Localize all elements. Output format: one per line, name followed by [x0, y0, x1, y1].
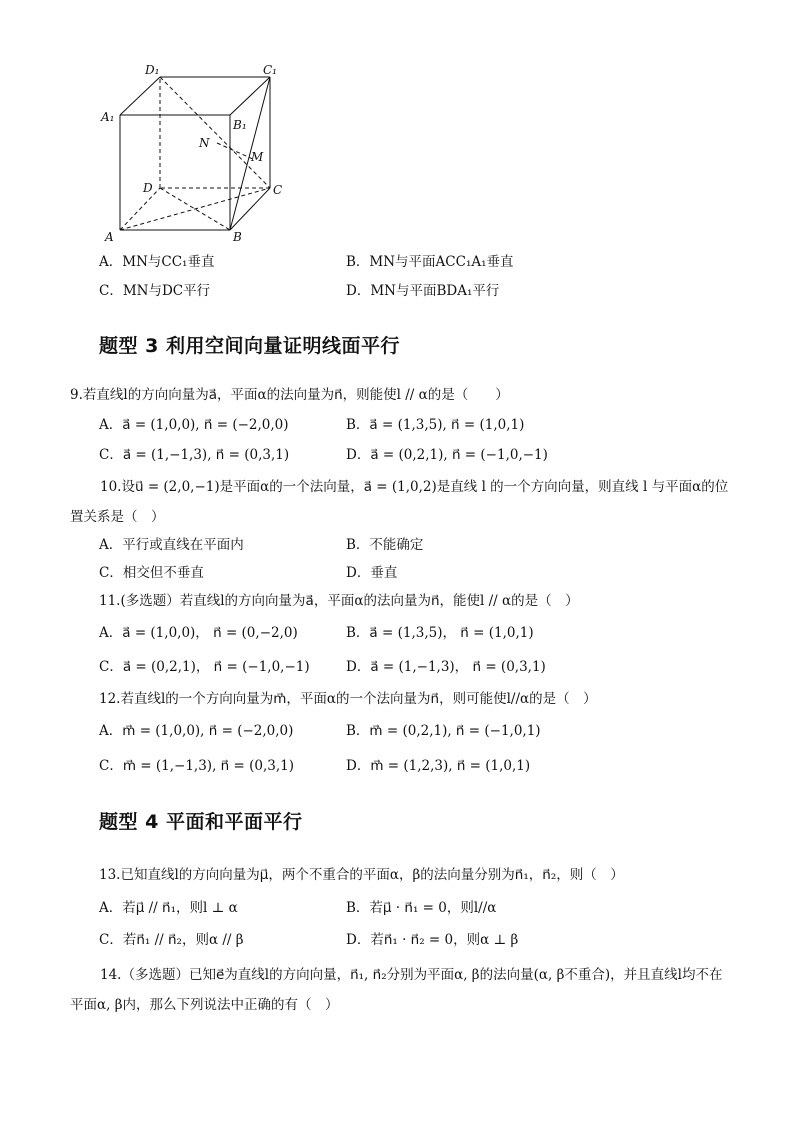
q12-option-a: A．m⃗ = (1,0,0), n⃗ = (−2,0,0)	[99, 723, 294, 739]
label-a1: A₁	[101, 110, 115, 124]
label-b1: B₁	[233, 118, 247, 132]
label-c1: C₁	[263, 63, 277, 77]
segment-n-m	[217, 143, 255, 160]
q10-option-b: B．不能确定	[346, 537, 424, 553]
q13-option-a: A．若μ⃗ // n⃗₁，则l ⊥ α	[99, 900, 238, 916]
q9-stem: 9.若直线l的方向向量为a⃗，平面α的法向量为n⃗，则能使l // α的是（ ）	[70, 387, 509, 403]
q10-stem: 10.设u⃗ = (2,0,−1)是平面α的一个法向量，a⃗ = (1,0,2)是直线 l 的一个方向向量，则直线 l 与平面α的位置关系是（ ）	[70, 479, 729, 525]
edge-b1-c1	[230, 77, 270, 115]
q8-option-c: C．MN与DC平行	[99, 283, 211, 299]
section-3-title: 题型 3 利用空间向量证明线面平行	[99, 335, 400, 357]
edge-a1-d1	[120, 77, 160, 115]
q10-option-a: A．平行或直线在平面内	[99, 537, 244, 553]
label-n: N	[199, 136, 210, 150]
q9-option-d: D．a⃗ = (0,2,1), n⃗ = (−1,0,−1)	[346, 447, 548, 463]
label-c: C	[273, 183, 283, 197]
q10-option-d: D．垂直	[346, 565, 398, 581]
q13-stem: 13.已知直线l的方向向量为μ⃗，两个不重合的平面α，β的法向量分别为n⃗₁，n⃗₂，则（ ）	[99, 867, 624, 883]
q11-option-b: B．a⃗ = (1,3,5)， n⃗ = (1,0,1)	[346, 625, 534, 641]
q11-option-a: A．a⃗ = (1,0,0)， n⃗ = (0,−2,0)	[99, 625, 298, 641]
section-4-title: 题型 4 平面和平面平行	[99, 811, 303, 833]
q12-option-b: B．m⃗ = (0,2,1), n⃗ = (−1,0,1)	[346, 723, 541, 739]
q11-option-d: D．a⃗ = (1,−1,3)， n⃗ = (0,3,1)	[346, 659, 546, 675]
q14-stem: 14.（多选题）已知e⃗为直线l的方向向量，n⃗₁, n⃗₂分别为平面α, β的法向量(α, β不重合)，并且直线l均不在平面α, β内，那么下列说法中正确的有（ ）	[70, 967, 723, 1013]
q9-option-b: B．a⃗ = (1,3,5), n⃗ = (1,0,1)	[346, 417, 525, 433]
q11-stem: 11.(多选题）若直线l的方向向量为a⃗，平面α的法向量为n⃗，能使l // α的是（ ）	[99, 593, 579, 609]
q12-option-c: C．m⃗ = (1,−1,3), n⃗ = (0,3,1)	[99, 758, 294, 774]
cube-figure	[95, 58, 295, 248]
q8-option-a: A．MN与CC₁垂直	[99, 254, 215, 270]
q13-option-b: B．若μ⃗ · n⃗₁ = 0，则l//α	[346, 900, 497, 916]
label-b: B	[233, 230, 242, 244]
q12-option-d: D．m⃗ = (1,2,3), n⃗ = (1,0,1)	[346, 758, 531, 774]
label-d: D	[143, 181, 153, 195]
label-d1: D₁	[145, 63, 160, 77]
q13-option-d: D．若n⃗₁ · n⃗₂ = 0，则α ⊥ β	[346, 932, 519, 948]
q12-stem: 12.若直线l的一个方向向量为m⃗，平面α的一个法向量为n⃗，则可能使l//α的是（ ）	[99, 691, 597, 707]
q8-option-b: B．MN与平面ACC₁A₁垂直	[346, 254, 514, 270]
q9-option-c: C．a⃗ = (1,−1,3), n⃗ = (0,3,1)	[99, 447, 290, 463]
q13-option-c: C．若n⃗₁ // n⃗₂，则α // β	[99, 932, 244, 948]
q9-option-a: A．a⃗ = (1,0,0), n⃗ = (−2,0,0)	[99, 417, 289, 433]
q11-option-c: C．a⃗ = (0,2,1)， n⃗ = (−1,0,−1)	[99, 659, 310, 675]
label-m: M	[251, 150, 264, 164]
edge-a-d	[120, 188, 160, 230]
diag-d1-c	[160, 77, 270, 188]
label-a: A	[105, 230, 114, 244]
q10-option-c: C．相交但不垂直	[99, 565, 204, 581]
q8-option-d: D．MN与平面BDA₁平行	[346, 283, 500, 299]
